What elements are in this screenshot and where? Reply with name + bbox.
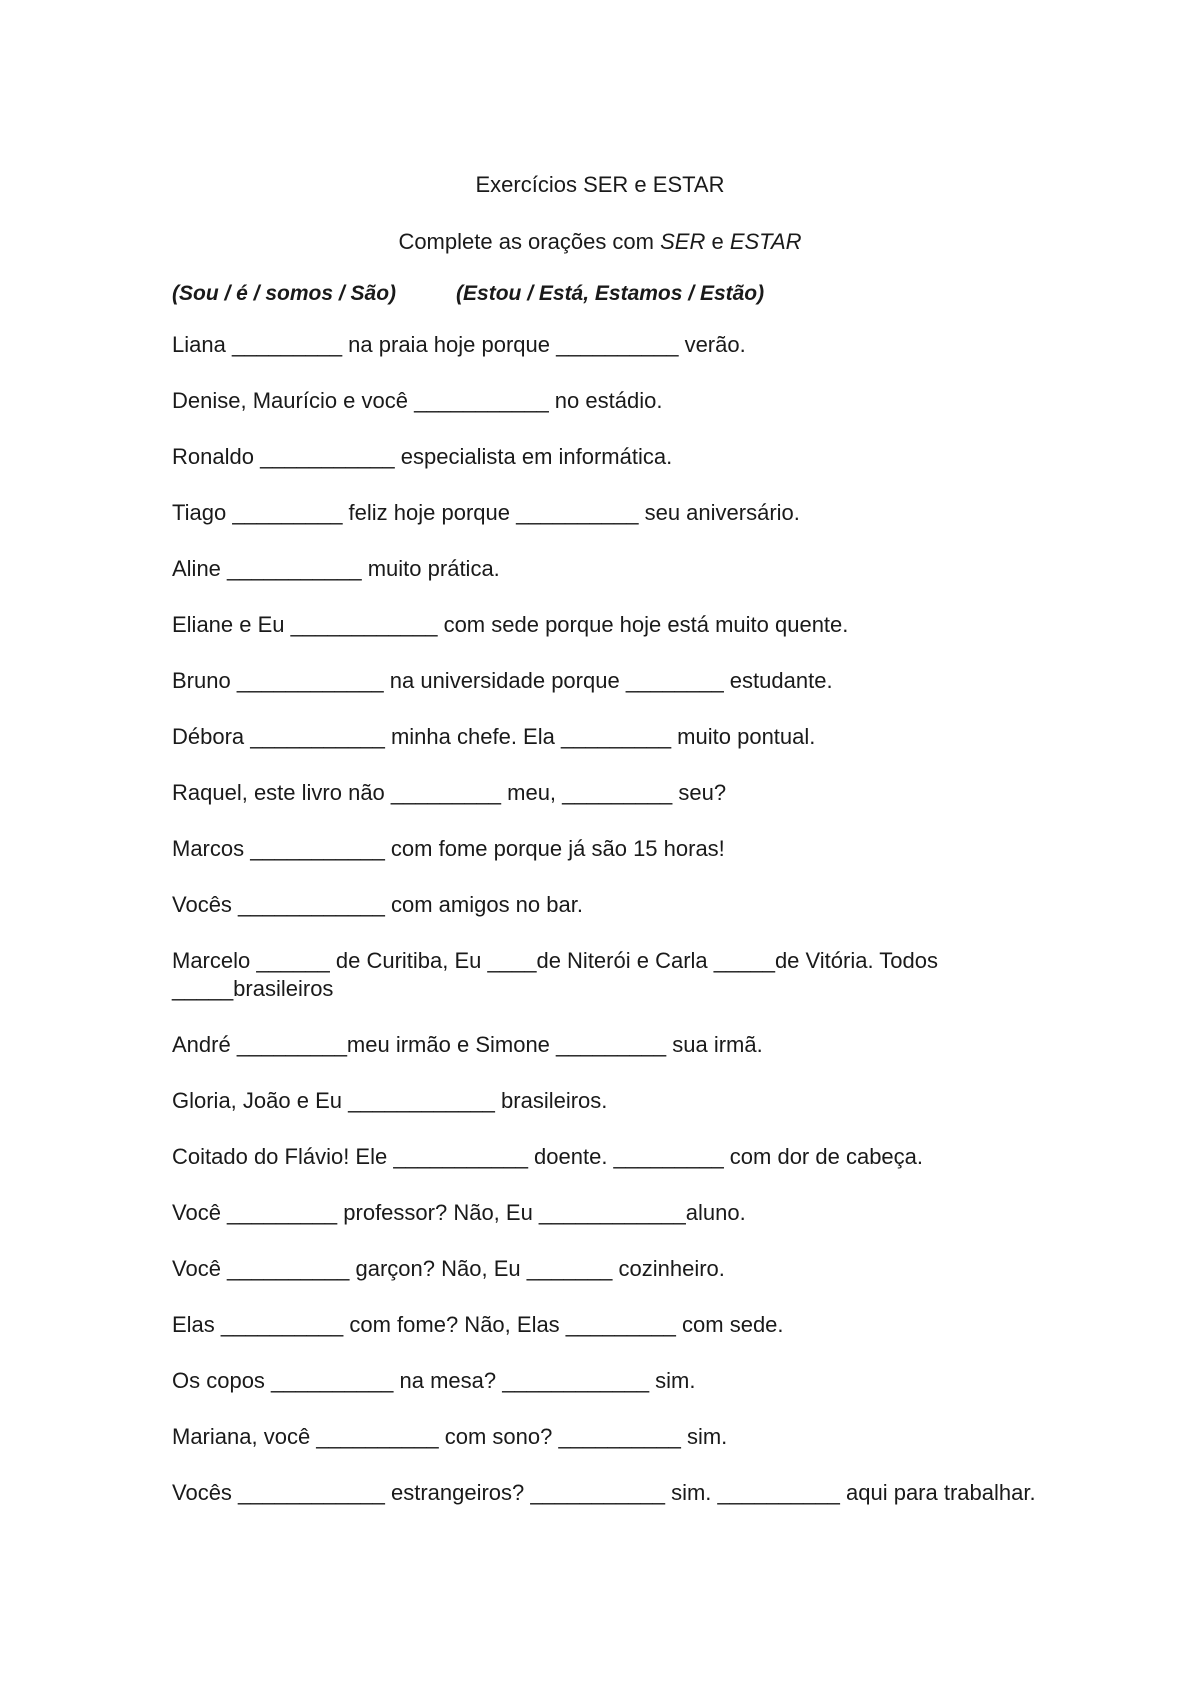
- instructions-ser: SER: [660, 229, 706, 254]
- exercise-sentence: Vocês ____________ estrangeiros? ___________ sim. __________ aqui para trabalhar.: [172, 1480, 1036, 1505]
- exercise-sentence: Elas __________ com fome? Não, Elas _________ com sede.: [172, 1312, 784, 1337]
- exercise-sentence: Eliane e Eu ____________ com sede porque hoje está muito quente.: [172, 612, 849, 637]
- exercise-sentence: Você __________ garçon? Não, Eu _______ cozinheiro.: [172, 1256, 725, 1281]
- exercise-sentence: Liana _________ na praia hoje porque __________ verão.: [172, 332, 746, 357]
- exercise-sentence: Gloria, João e Eu ____________ brasileiros.: [172, 1088, 608, 1113]
- exercise-sentence: Mariana, você __________ com sono? __________ sim.: [172, 1424, 728, 1449]
- exercise-sentence: Você _________ professor? Não, Eu ____________aluno.: [172, 1200, 746, 1225]
- exercise-sentence: Débora ___________ minha chefe. Ela _________ muito pontual.: [172, 724, 816, 749]
- instructions: [172, 227, 1028, 257]
- exercise-sentence: Aline ___________ muito prática.: [172, 556, 500, 581]
- exercise-sentence: Marcos ___________ com fome porque já são 15 horas!: [172, 836, 725, 861]
- estar-forms: (Estou / Está, Estamos / Estão): [456, 282, 765, 305]
- exercise-sentence: Vocês ____________ com amigos no bar.: [172, 892, 583, 917]
- exercise-sentence: Ronaldo ___________ especialista em informática.: [172, 444, 673, 469]
- exercise-sentence: Raquel, este livro não _________ meu, _________ seu?: [172, 780, 727, 805]
- exercise-sentence: Os copos __________ na mesa? ____________ sim.: [172, 1368, 696, 1393]
- exercise-sentence: Bruno ____________ na universidade porque ________ estudante.: [172, 668, 833, 693]
- exercise-list: [172, 331, 1042, 1507]
- exercise-sentence: Marcelo ______ de Curitiba, Eu ____de Niterói e Carla _____de Vitória. Todos _____brasileiros: [172, 948, 945, 1001]
- ser-forms: (Sou / é / somos / São): [172, 282, 397, 305]
- page-title: Exercícios SER e ESTAR: [475, 172, 725, 197]
- exercise-sentence: Coitado do Flávio! Ele ___________ doente. _________ com dor de cabeça.: [172, 1144, 924, 1169]
- exercise-sentence: Tiago _________ feliz hoje porque __________ seu aniversário.: [172, 500, 800, 525]
- instructions-conj: e: [705, 229, 730, 254]
- verb-options: [172, 279, 1042, 309]
- document-content: [172, 170, 1042, 1535]
- exercise-sentence: André _________meu irmão e Simone _________ sua irmã.: [172, 1032, 763, 1057]
- instructions-estar: ESTAR: [729, 229, 802, 254]
- exercise-sentence: Denise, Maurício e você ___________ no estádio.: [172, 388, 663, 413]
- instructions-prefix: Complete as orações com: [398, 229, 661, 254]
